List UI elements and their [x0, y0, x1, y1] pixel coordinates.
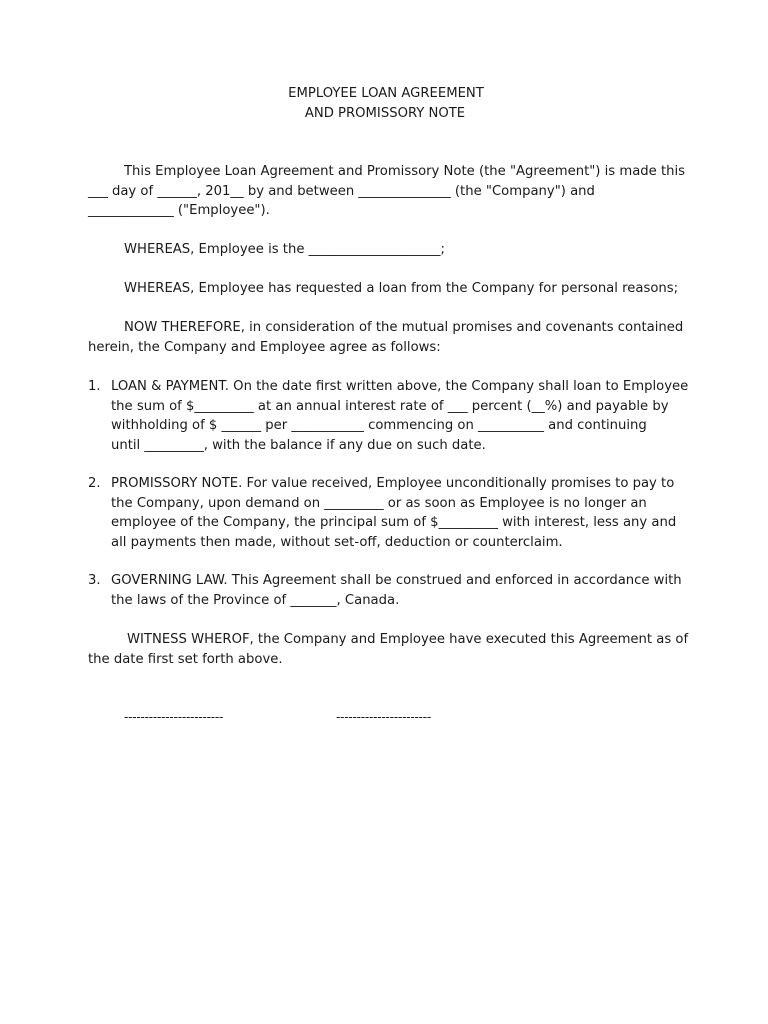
clause-line: until _________, with the balance if any due on such date.	[111, 437, 486, 453]
whereas-line-2: WHEREAS, Employee has requested a loan from the Company for personal reasons;	[124, 281, 679, 296]
clause-3	[88, 571, 688, 610]
title-line-1: EMPLOYEE LOAN AGREEMENT	[288, 86, 484, 101]
intro-line-1: This Employee Loan Agreement and Promissory Note (the "Agreement") is made this	[124, 164, 686, 179]
clause-line: employee of the Company, the principal sum of $_________ with interest, less any and	[111, 515, 677, 530]
clause-2	[88, 474, 688, 552]
clause-body	[111, 377, 688, 455]
now-therefore-line-2: herein, the Company and Employee agree as follows:	[88, 339, 441, 355]
witness-line-1: WITNESS WHEROF, the Company and Employee have executed this Agreement as of	[127, 632, 689, 647]
clause-line: PROMISSORY NOTE. For value received, Employee unconditionally promises to pay to	[111, 476, 675, 491]
clause-number: 2.	[88, 476, 101, 491]
clause-line: withholding of $ ______ per ___________ commencing on __________ and continuing	[111, 418, 647, 433]
intro-paragraph	[88, 162, 688, 221]
clause-body	[111, 571, 688, 610]
now-therefore-line-1: NOW THEREFORE, in consideration of the mutual promises and covenants contained	[124, 320, 684, 335]
clause-line: the laws of the Province of _______, Canada.	[111, 592, 400, 608]
signature-line-employee: -----------------------	[336, 710, 431, 724]
whereas-paragraph-2	[88, 279, 688, 299]
whereas-line-1: WHEREAS, Employee is the ____________________;	[124, 242, 445, 257]
clause-line: GOVERNING LAW. This Agreement shall be construed and enforced in accordance with	[111, 573, 682, 588]
clause-line: the sum of $_________ at an annual interest rate of ___ percent (__%) and payable by	[111, 398, 669, 414]
now-therefore-paragraph	[88, 318, 688, 357]
intro-line-2: ___ day of ______, 201__ by and between ______________ (the "Company") and	[88, 183, 595, 199]
signature-line-company: ------------------------	[124, 710, 224, 724]
clause-1	[88, 377, 688, 455]
whereas-paragraph-1	[88, 240, 688, 260]
witness-line-2: the date first set forth above.	[88, 651, 283, 667]
clause-body	[111, 474, 688, 552]
clause-number: 1.	[88, 379, 101, 394]
document-title	[0, 84, 768, 123]
intro-line-3: _____________ ("Employee").	[88, 203, 270, 218]
clause-line: the Company, upon demand on _________ or as soon as Employee is no longer an	[111, 495, 647, 511]
title-line-2: AND PROMISSORY NOTE	[304, 105, 466, 121]
witness-paragraph	[88, 630, 688, 669]
clause-line: LOAN & PAYMENT. On the date first written above, the Company shall loan to Employee	[111, 379, 689, 394]
clause-number: 3.	[88, 573, 101, 588]
clause-line: all payments then made, without set-off, deduction or counterclaim.	[111, 534, 563, 550]
